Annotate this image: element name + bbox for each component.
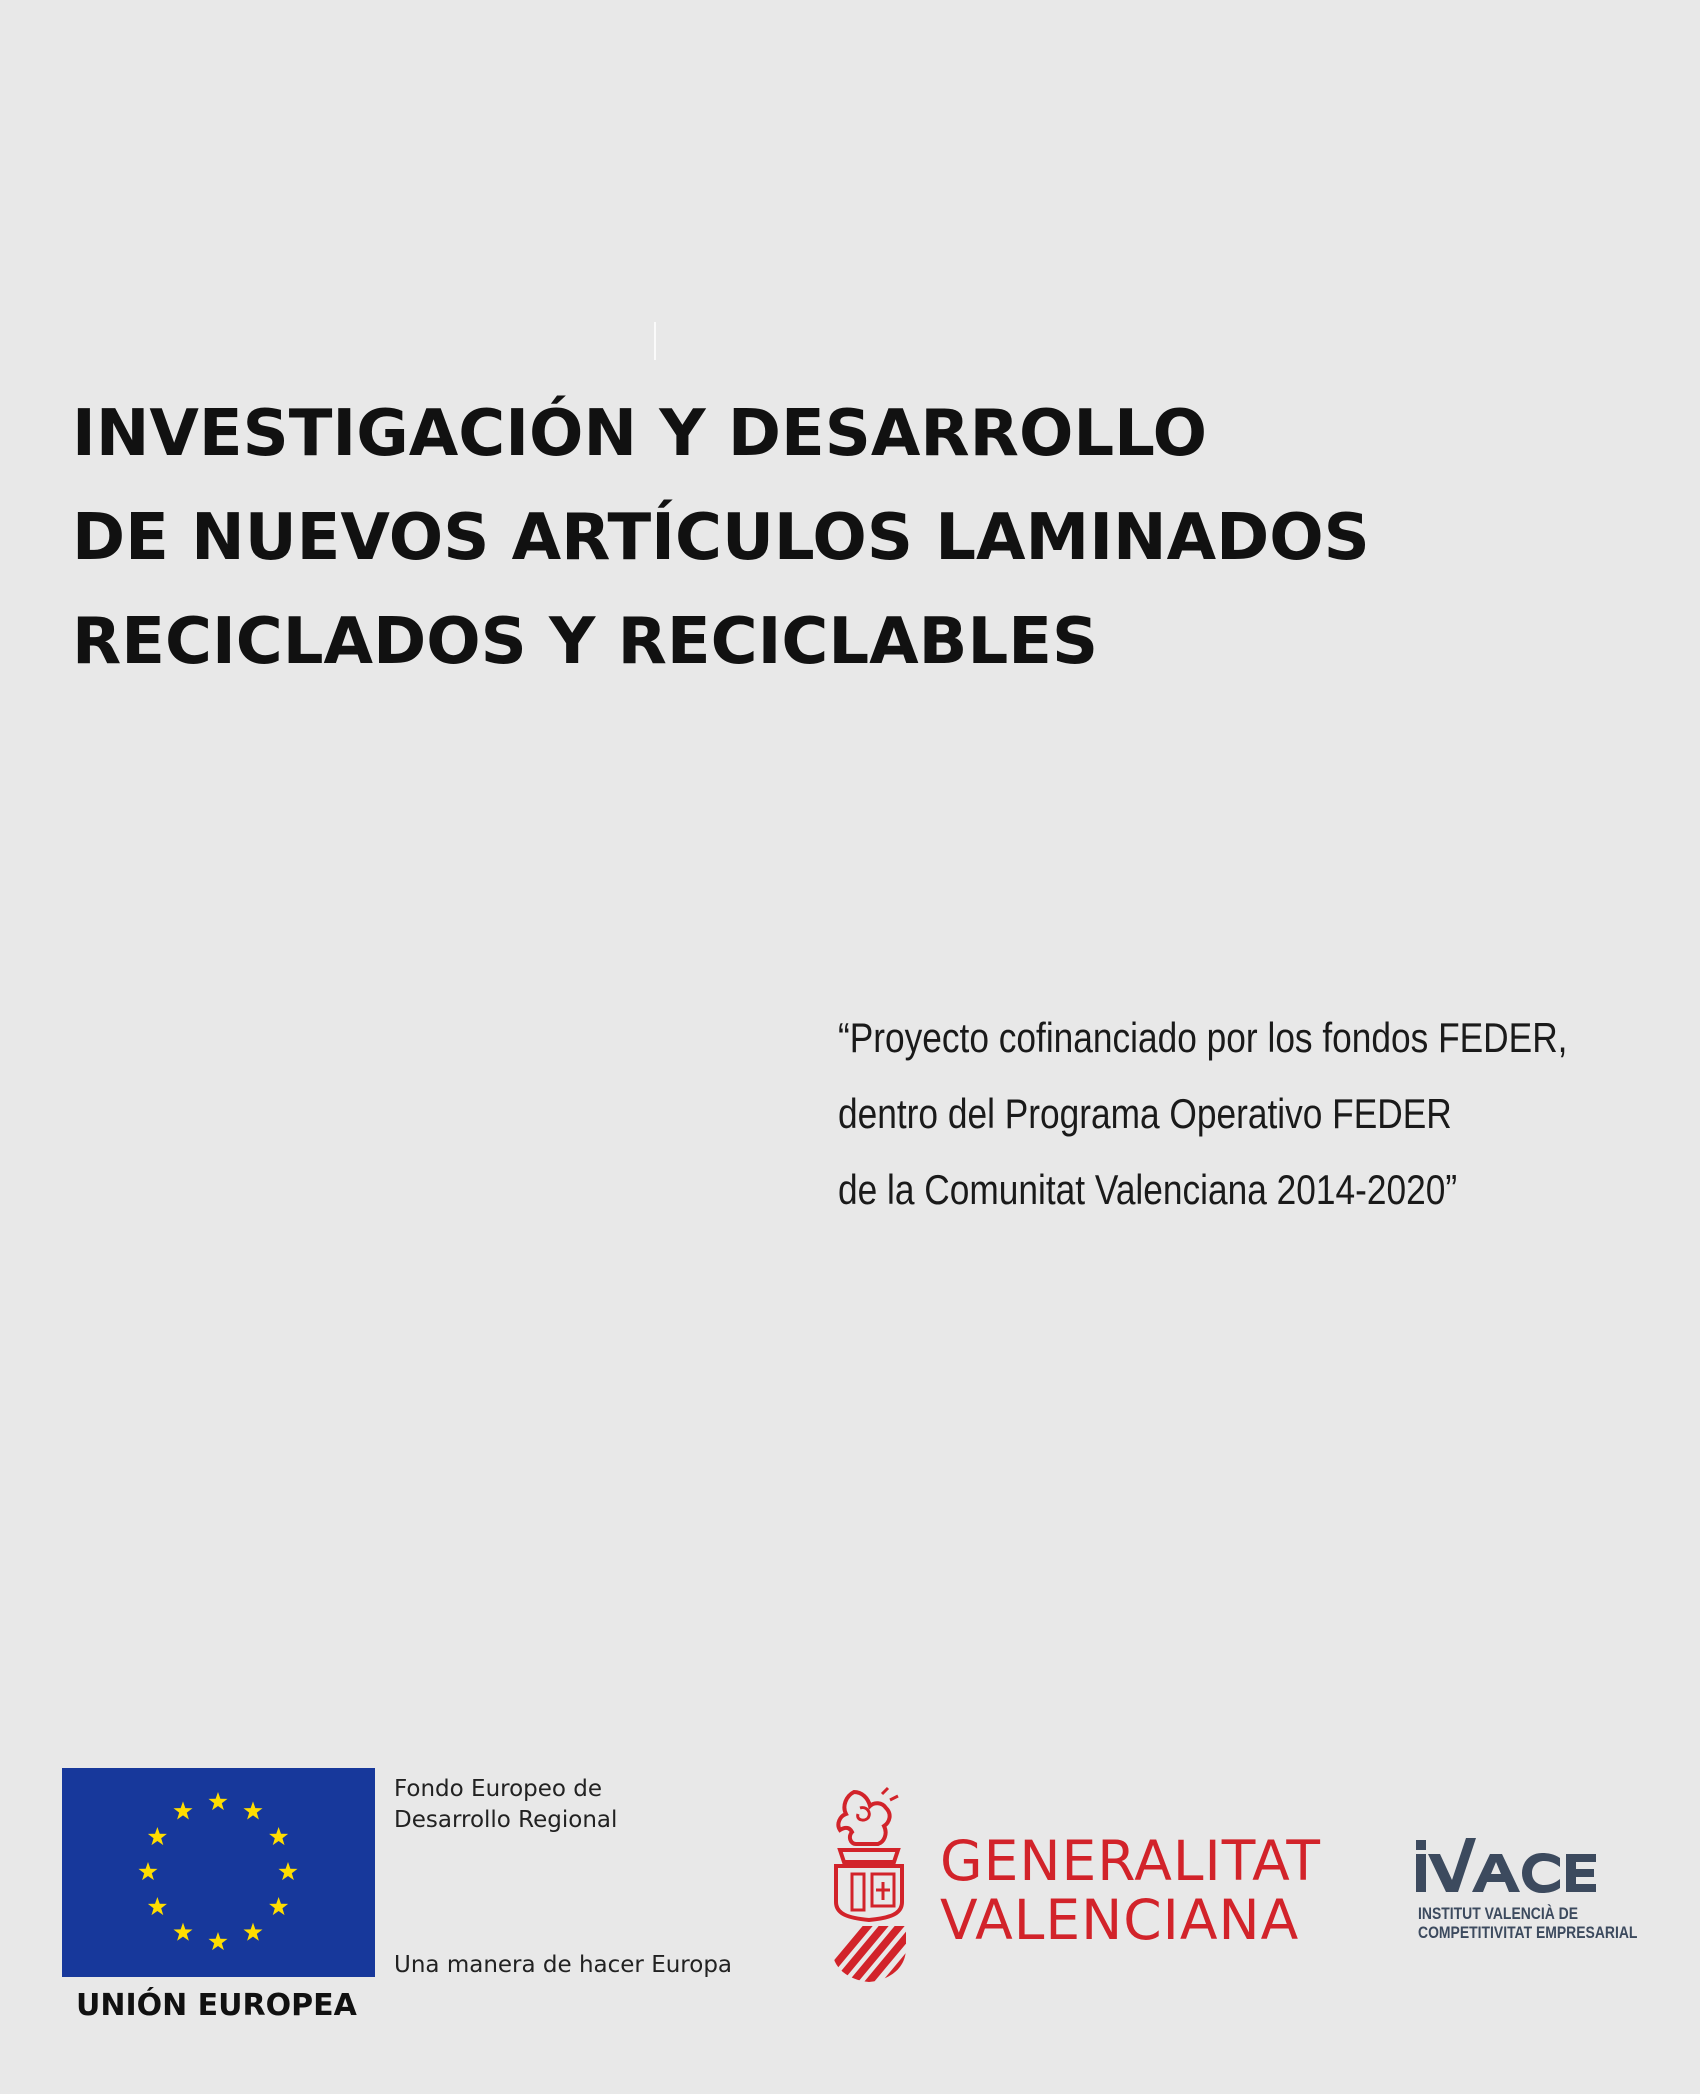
title-line-2: DE NUEVOS ARTÍCULOS LAMINADOS <box>72 501 1370 575</box>
eu-star-icon <box>243 1801 262 1819</box>
eu-star-icon <box>243 1923 262 1941</box>
eu-star-icon <box>148 1897 167 1915</box>
eu-star-icon <box>208 1792 227 1810</box>
eu-star-icon <box>278 1862 297 1880</box>
generalitat-name <box>940 1829 1322 1952</box>
coat-of-arms-icon <box>826 1786 912 1984</box>
generalitat-line-2: VALENCIANA <box>940 1888 1300 1952</box>
eu-star-icon <box>173 1801 192 1819</box>
eu-fund-line-2: Desarrollo Regional <box>394 1807 618 1833</box>
quote-line-2: dentro del Programa Operativo FEDER <box>838 1090 1452 1137</box>
eu-fund-name <box>394 1774 617 1836</box>
eu-star-icon <box>148 1827 167 1845</box>
ivace-sub-line-1: INSTITUT VALENCIÀ DE <box>1418 1904 1579 1923</box>
eu-motto: Una manera de hacer Europa <box>394 1952 733 1978</box>
generalitat-line-1: GENERALITAT <box>940 1829 1322 1893</box>
eu-star-icon <box>208 1932 227 1950</box>
funding-quote <box>838 1000 1567 1228</box>
eu-flag-icon <box>62 1768 375 1977</box>
title-line-3: RECICLADOS Y RECICLABLES <box>72 605 1099 679</box>
eu-fund-line-1: Fondo Europeo de <box>394 1776 603 1802</box>
eu-label: UNIÓN EUROPEA <box>76 1988 357 2023</box>
ivace-logo-icon <box>1414 1834 1642 1894</box>
quote-line-1: “Proyecto cofinanciado por los fondos FEDER, <box>838 1014 1568 1061</box>
quote-line-3: de la Comunitat Valenciana 2014-2020” <box>838 1166 1458 1213</box>
eu-star-icon <box>269 1827 288 1845</box>
ivace-subtitle <box>1418 1904 1637 1942</box>
eu-star-icon <box>269 1897 288 1915</box>
eu-star-icon <box>173 1923 192 1941</box>
page-title <box>72 382 1632 694</box>
eu-star-icon <box>138 1862 157 1880</box>
title-line-1: INVESTIGACIÓN Y DESARROLLO <box>72 397 1208 471</box>
ivace-sub-line-2: COMPETITIVITAT EMPRESARIAL <box>1418 1923 1638 1942</box>
decorative-tick <box>654 322 656 360</box>
